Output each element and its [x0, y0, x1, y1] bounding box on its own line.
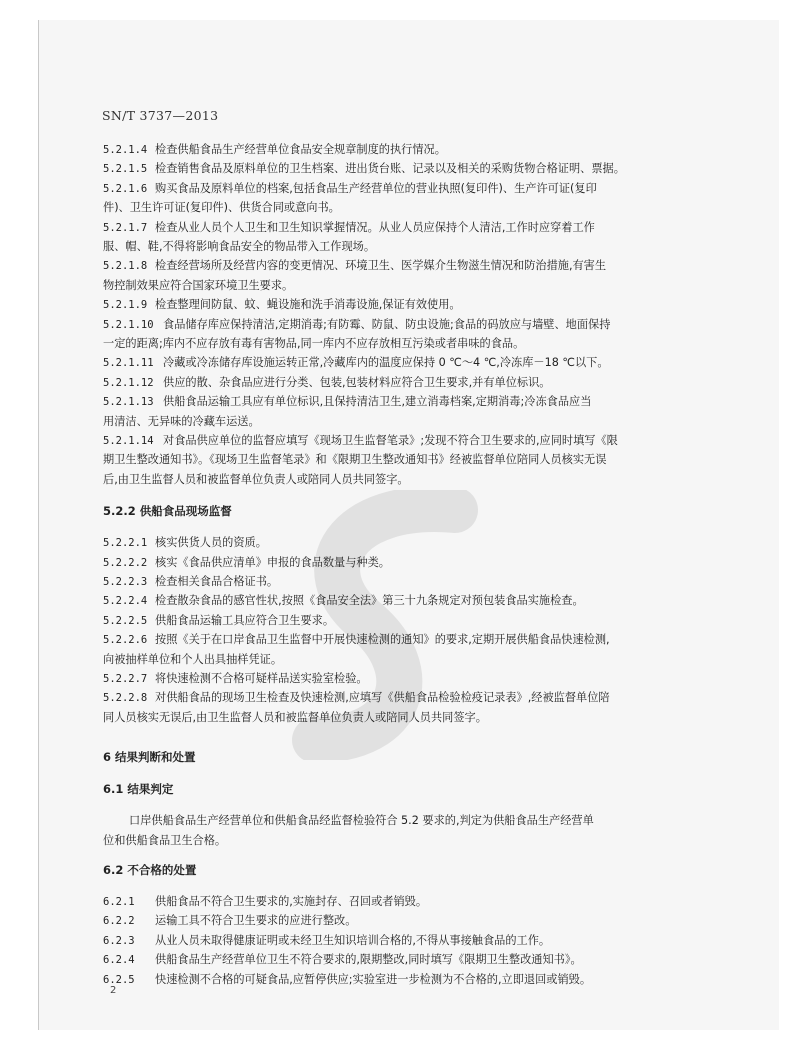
clause-continuation: 同人员核实无误后,由卫生监督人员和被监督单位负责人或陪同人员共同签字。: [103, 710, 487, 724]
clause-text: 按照《关于在口岸食品卫生监督中开展快速检测的通知》的要求,定期开展供船食品快速检测,: [155, 633, 610, 647]
clause-text: 检查整理间防鼠、蚊、蝇设施和洗手消毒设施,保证有效使用。: [155, 298, 461, 312]
clause-line: [103, 572, 278, 592]
clause-number: 5.2.1.5: [103, 163, 148, 176]
clause-text: 供船食品生产经营单位卫生不符合要求的,限期整改,同时填写《限期卫生整改通知书》。: [155, 953, 582, 967]
clause-line: [103, 218, 595, 238]
clause-line: [103, 392, 591, 412]
section-heading: 6.2 不合格的处置: [103, 863, 197, 877]
clause-text: 从业人员未取得健康证明或未经卫生知识培训合格的,不得从事接触食品的工作。: [155, 933, 551, 947]
clause-text: 核实《食品供应清单》申报的食品数量与种类。: [155, 555, 390, 569]
clause-text: 检查从业人员个人卫生和卫生知识掌握情况。从业人员应保持个人清洁,工作时应穿着工作: [155, 220, 595, 234]
clause-line: [103, 159, 625, 179]
clause-line: [103, 256, 606, 276]
clause-number: 5.2.1.9: [103, 299, 148, 312]
paragraph-line: 位和供船食品卫生合格。: [103, 833, 227, 847]
clause-line: [103, 179, 597, 199]
clause-line: [103, 630, 610, 650]
clause-number: 6.2.1: [103, 896, 135, 908]
clause-number: 5.2.1.11: [103, 357, 154, 370]
section-heading: 6.1 结果判定: [103, 782, 174, 797]
clause-number: 5.2.2.4: [103, 595, 148, 608]
clause-line: [103, 353, 609, 373]
clause-number: 5.2.2.7: [103, 673, 148, 685]
clause-number: 5.2.2.6: [103, 634, 148, 647]
clause-continuation: 期卫生整改通知书》。《现场卫生监督笔录》和《限期卫生整改通知书》经被监督单位陪同人员核实无误: [103, 453, 607, 467]
clause-text: 运输工具不符合卫生要求的应进行整改。: [155, 914, 357, 928]
clause-number: 5.2.1.13: [103, 396, 154, 409]
clause-text: 核实供货人员的资质。: [155, 536, 267, 550]
clause-number: 5.2.2.5: [103, 614, 148, 627]
clause-continuation: 服、帽、鞋,不得将影响食品安全的物品带入工作现场。: [103, 240, 376, 253]
standard-code-header: SN/T 3737—2013: [102, 108, 219, 123]
clause-line: [103, 669, 368, 689]
clause-text: 食品储存库应保持清洁,定期消毒;有防霉、防鼠、防虫设施;食品的码放应与墙壁、地面保持: [163, 317, 611, 331]
clause-number: 5.2.2.3: [103, 576, 148, 588]
clause-line: [103, 431, 618, 451]
clause-line: [103, 950, 582, 970]
clause-text: 对食品供应单位的监督应填写《现场卫生监督笔录》;发现不符合卫生要求的,应同时填写《限: [163, 434, 618, 447]
clause-continuation: 一定的距离;库内不应存放有毒有害物品,同一库内不应存放相互污染或者串味的食品。: [103, 337, 525, 350]
clause-text: 检查经营场所及经营内容的变更情况、环境卫生、医学媒介生物滋生情况和防治措施,有害生: [155, 259, 607, 273]
clause-line: [103, 688, 610, 708]
clause-line: [103, 591, 584, 611]
clause-line: [103, 315, 610, 335]
clause-text: 供船食品运输工具应符合卫生要求。: [155, 613, 335, 627]
clause-number: 5.2.1.14: [103, 435, 154, 447]
clause-line: [103, 911, 356, 931]
clause-continuation: 物控制效果应符合国家环境卫生要求。: [103, 278, 294, 292]
clause-line: [103, 931, 550, 951]
paragraph-line: 口岸供船食品生产经营单位和供船食品经监督检验符合 5.2 要求的,判定为供船食品生产经营单: [129, 814, 594, 828]
clause-line: [103, 140, 446, 160]
clause-line: [103, 373, 551, 393]
clause-number: 5.2.1.10: [103, 318, 154, 331]
section-heading: 6 结果判断和处置: [103, 750, 196, 765]
clause-number: 5.2.2.1: [103, 537, 148, 550]
clause-continuation: 向被抽样单位和个人出具抽样凭证。: [103, 652, 283, 666]
clause-text: 检查相关食品合格证书。: [155, 575, 279, 588]
clause-line: [103, 553, 390, 573]
clause-continuation: 用清洁、无异味的冷藏车运送。: [103, 414, 260, 428]
clause-text: 检查销售食品及原料单位的卫生档案、进出货台账、记录以及相关的采购货物合格证明、票据。: [155, 162, 625, 176]
clause-text: 将快速检测不合格可疑样品送实验室检验。: [155, 672, 368, 685]
clause-text: 供应的散、杂食品应进行分类、包装,包装材料应符合卫生要求,并有单位标识。: [163, 375, 551, 389]
clause-number: 5.2.1.12: [103, 376, 154, 389]
clause-continuation: 件)、卫生许可证(复印件)、供货合同或意向书。: [103, 201, 340, 215]
clause-line: [103, 970, 591, 990]
clause-text: 快速检测不合格的可疑食品,应暂停供应;实验室进一步检测为不合格的,立即退回或销毁。: [155, 972, 592, 986]
clause-line: [103, 611, 334, 631]
clause-text: 对供船食品的现场卫生检查及快速检测,应填写《供船食品检验检疫记录表》,经被监督单位陪: [155, 691, 610, 705]
clause-line: [103, 533, 267, 553]
clause-number: 5.2.1.7: [103, 221, 148, 234]
clause-number: 5.2.1.6: [103, 182, 148, 195]
clause-line: [103, 892, 427, 912]
clause-line: [103, 295, 461, 315]
section-heading: 5.2.2 供船食品现场监督: [103, 504, 232, 519]
clause-text: 购买食品及原料单位的档案,包括食品生产经营单位的营业执照(复印件)、生产许可证(复印: [155, 181, 597, 195]
clause-number: 6.2.4: [103, 954, 135, 967]
clause-continuation: 后,由卫生监督人员和被监督单位负责人或陪同人员共同签字。: [103, 472, 409, 486]
clause-number: 5.2.1.8: [103, 260, 148, 273]
clause-text: 冷藏或冷冻储存库设施运转正常,冷藏库内的温度应保持 0 ℃～4 ℃,冷冻库－18 ℃以下。: [163, 356, 609, 370]
clause-text: 检查散杂食品的感官性状,按照《食品安全法》第三十九条规定对预包装食品实施检查。: [155, 594, 584, 608]
clause-number: 6.2.2: [103, 915, 135, 928]
clause-number: 5.2.2.2: [103, 556, 148, 569]
clause-number: 6.2.3: [103, 934, 135, 947]
clause-number: 5.2.1.4: [103, 144, 148, 156]
page-number: 2: [110, 985, 117, 996]
clause-text: 供船食品不符合卫生要求的,实施封存、召回或者销毁。: [155, 895, 428, 908]
clause-number: 6.2.5: [103, 973, 135, 986]
clause-text: 检查供船食品生产经营单位食品安全规章制度的执行情况。: [155, 143, 446, 156]
clause-text: 供船食品运输工具应有单位标识,且保持清洁卫生,建立消毒档案,定期消毒;冷冻食品应当: [163, 395, 592, 409]
clause-number: 5.2.2.8: [103, 692, 148, 705]
